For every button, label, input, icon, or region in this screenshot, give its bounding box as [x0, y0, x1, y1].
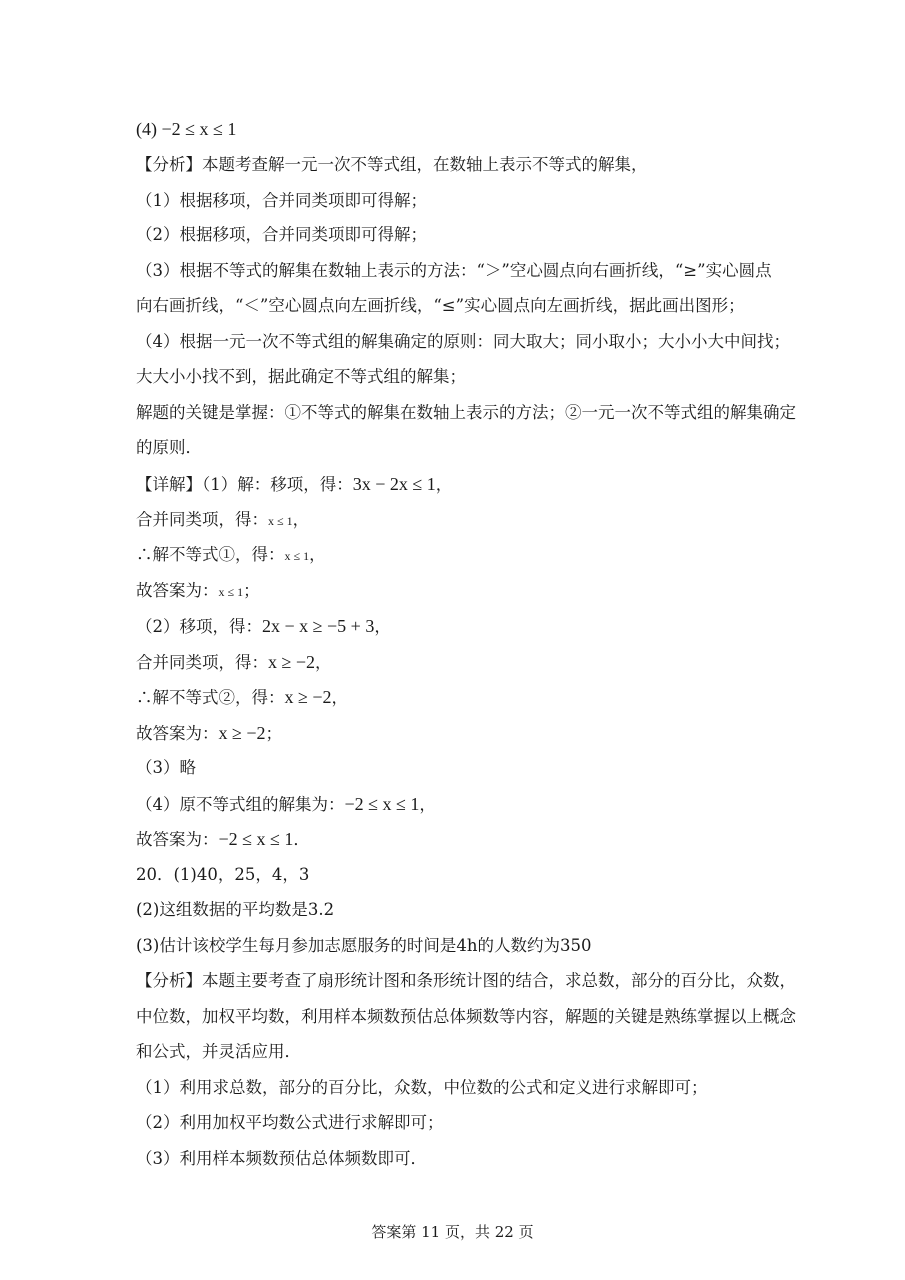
text-line: （4）根据一元一次不等式组的解集确定的原则：同大取大；同小取小；大小小大中间找； [136, 332, 790, 351]
text-line: (2)这组数据的平均数是3.2 [136, 900, 335, 919]
text-line: （1）利用求总数，部分的百分比，众数，中位数的公式和定义进行求解即可； [136, 1078, 708, 1097]
text-line: 合并同类项，得：x ≤ 1， [136, 510, 310, 529]
text-line: （2）移项，得：2x − x ≥ −5 + 3， [136, 616, 391, 636]
text-line: （3）略 [136, 758, 196, 777]
text-line: 合并同类项，得：x ≥ −2， [136, 652, 332, 672]
text-line: 故答案为：x ≤ 1； [136, 581, 260, 600]
text-line: 20．(1)40，25，4，3 [136, 865, 310, 884]
math-expression: −2 ≤ x ≤ 1 [344, 794, 420, 814]
math-expression: (4) −2 ≤ x ≤ 1 [136, 119, 237, 139]
text-line: 解题的关键是掌握：①不等式的解集在数轴上表示的方法；②一元一次不等式组的解集确定 [136, 403, 796, 422]
math-expression: x ≥ −2 [268, 652, 316, 672]
text-line: （3）根据不等式的解集在数轴上表示的方法：“＞”空心圆点向右画折线，“≥”实心圆点 [136, 261, 772, 280]
math-expression: x ≤ 1 [284, 549, 310, 563]
text-line: （2）根据移项，合并同类项即可得解； [136, 225, 427, 244]
text-line: 大大小小找不到，据此确定不等式组的解集； [136, 367, 466, 386]
text-line: ∴解不等式②，得：x ≥ −2， [136, 687, 349, 707]
text-line: 【详解】（1）解：移项，得：3x − 2x ≤ 1， [136, 474, 453, 494]
text-line: 故答案为：x ≥ −2； [136, 723, 283, 743]
text-line: （3）利用样本频数预估总体频数即可． [136, 1149, 427, 1168]
text-line: 【分析】本题考查解一元一次不等式组，在数轴上表示不等式的解集， [136, 155, 648, 174]
math-expression: x ≥ −2 [218, 723, 266, 743]
text-line: 的原则． [136, 438, 202, 457]
text-line: （2）利用加权平均数公式进行求解即可； [136, 1113, 444, 1132]
math-expression: x ≥ −2 [284, 687, 332, 707]
text-line: （1）根据移项，合并同类项即可得解； [136, 191, 427, 210]
math-expression: 3x − 2x ≤ 1 [352, 474, 436, 494]
math-expression: x ≤ 1 [268, 514, 293, 528]
text-line: 中位数，加权平均数，利用样本频数预估总体频数等内容，解题的关键是熟练掌握以上概念 [136, 1007, 796, 1026]
math-expression: x ≤ 1 [218, 585, 244, 599]
text-line: 向右画折线，“＜”空心圆点向左画折线，“≤”实心圆点向左画折线，据此画出图形； [136, 296, 745, 315]
text-line: （4）原不等式组的解集为：−2 ≤ x ≤ 1， [136, 794, 436, 814]
text-line: (3)估计该校学生每月参加志愿服务的时间是4h的人数约为350 [136, 936, 592, 955]
math-expression: 2x − x ≥ −5 + 3 [262, 616, 375, 636]
text-line: 和公式，并灵活应用． [136, 1042, 301, 1061]
text-line: 故答案为：−2 ≤ x ≤ 1． [136, 829, 310, 849]
text-line: ∴解不等式①，得：x ≤ 1， [136, 545, 326, 564]
math-expression: −2 ≤ x ≤ 1 [218, 829, 294, 849]
text-line: 【分析】本题主要考查了扇形统计图和条形统计图的结合，求总数，部分的百分比，众数， [136, 971, 796, 990]
text-line [136, 118, 796, 141]
page-footer: 答案第 11 页，共 22 页 [371, 1223, 534, 1241]
